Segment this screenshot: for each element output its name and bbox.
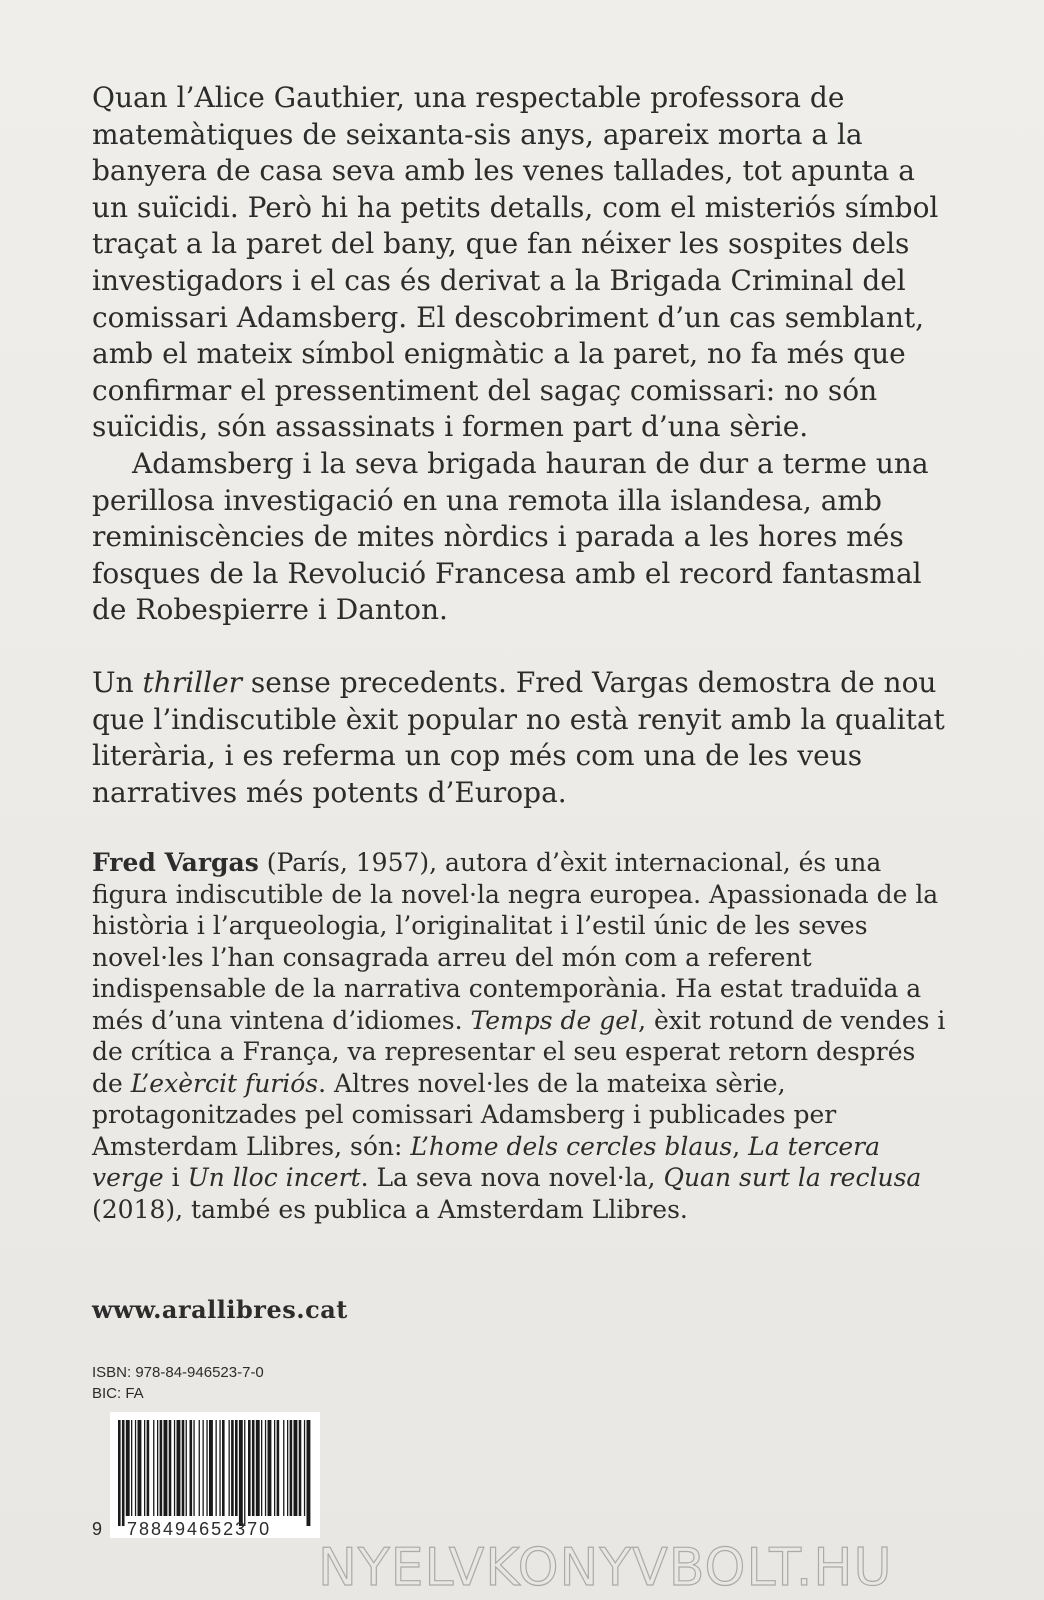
barcode-bar <box>190 1420 193 1516</box>
barcode-bar <box>118 1420 121 1526</box>
barcode-bar <box>283 1420 284 1516</box>
author-bio-text-5: i <box>163 1163 188 1193</box>
blurb-text <box>92 80 952 1225</box>
barcode-bar <box>294 1420 298 1516</box>
barcode-bar <box>229 1420 230 1516</box>
barcode-bar <box>222 1420 225 1516</box>
book-title-home-cercles-blaus: L’home dels cercles blaus <box>410 1131 733 1161</box>
isbn-block <box>92 1362 264 1404</box>
barcode-bar <box>239 1420 243 1526</box>
book-title-quan-surt-la-reclusa: Quan surt la reclusa <box>663 1163 922 1193</box>
barcode-bar <box>299 1420 302 1516</box>
barcode-bar <box>277 1420 280 1516</box>
author-bio-text-4: , <box>732 1131 749 1161</box>
barcode-bar <box>256 1420 260 1516</box>
barcode-bar <box>126 1420 130 1516</box>
tagline-paragraph <box>92 665 952 811</box>
synopsis-paragraph-1: Quan l’Alice Gauthier, una respectable professora de matemàtiques de seixanta-sis anys, apareix morta a la banyera de casa seva amb les venes tallades, tot apunta a un suïcidi. Però hi ha petits detalls, com el misteriós símbol traçat a la paret del bany, que fan néixer les sospites dels investigadors i el cas és derivat a la Brigada Criminal del comissari Adamsberg. El descobriment d’un cas semblant, amb el mateix símbol enigmàtic a la paret, no fa més que confirmar el pressentiment del sagaç comissari: no són suïcidis, són assassinats i formen part d’una sèrie. <box>92 81 939 444</box>
author-bio-text-3: . Altres novel·les de la mateixa sèrie, protagonitzades pel comissari Adamsberg i publicades per Amsterdam Llibres, són: <box>92 1068 837 1161</box>
barcode-bar <box>193 1420 194 1516</box>
author-bio-text-1: (París, 1957), autora d’èxit internacional, és una figura indiscutible de la novel·la negra europea. Apassionada de la història i l’arqueologia, l’originalitat i l’estil únic de les seves novel·les l’han consagrada arreu del món com a referent indispensable de la narrativa contemporània. Ha estat traduïda a més d’una vintena d’idiomes. <box>92 848 939 1035</box>
book-title-temps-de-gel: Temps de gel <box>470 1005 639 1035</box>
barcode-bar <box>206 1420 207 1516</box>
barcode-bar <box>265 1420 266 1516</box>
author-bio <box>92 847 952 1225</box>
barcode-bar <box>235 1420 238 1516</box>
barcode-bar <box>135 1420 136 1516</box>
barcode-first-digit: 9 <box>92 1519 103 1539</box>
tagline-rest: sense precedents. Fred Vargas demostra de nou que l’indiscutible èxit popular no està renyit amb la qualitat literària, i es referma un cop més com una de les veus narratives més potents d’Europa. <box>92 665 945 809</box>
synopsis-paragraph-2: Adamsberg i la seva brigada hauran de dur a terme una perillosa investigació en una remota illa islandesa, amb reminiscències de mites nòrdics i parada a les hores més fosques de la Revolució Francesa amb el record fantasmal de Robespierre i Danton. <box>92 446 929 627</box>
book-title-exercit-furios: L’exèrcit furiós <box>130 1068 319 1098</box>
barcode-bar <box>248 1420 251 1516</box>
barcode-bar <box>268 1420 272 1516</box>
barcode-bar <box>216 1420 217 1516</box>
barcode-bar <box>122 1420 125 1526</box>
barcode-bar <box>177 1420 181 1516</box>
author-bio-text-2: , èxit rotund de vendes i de crítica a França, va representar el seu esperat retorn després de <box>92 1005 946 1098</box>
book-title-lloc-incert: Un lloc incert <box>187 1163 361 1193</box>
barcode-bar <box>274 1420 275 1516</box>
barcode-bar <box>157 1420 158 1516</box>
barcode-bar <box>252 1420 255 1516</box>
barcode-bar <box>261 1420 262 1516</box>
barcode-bar <box>186 1420 187 1516</box>
barcode-bar <box>307 1420 311 1526</box>
author-name: Fred Vargas <box>92 848 259 878</box>
barcode-bar <box>203 1420 204 1516</box>
barcode-bar <box>199 1420 200 1516</box>
publisher-website: www.arallibres.cat <box>92 1295 348 1324</box>
author-bio-text-7: (2018), també es publica a Amsterdam Llibres. <box>92 1194 688 1224</box>
barcode-bar <box>244 1420 245 1526</box>
barcode-bar <box>219 1420 220 1516</box>
barcode-bar <box>174 1420 175 1516</box>
author-bio-text-6: . La seva nova novel·la, <box>360 1163 664 1193</box>
barcode-bar <box>147 1420 150 1516</box>
barcode-bar <box>144 1420 145 1516</box>
barcode-bar <box>290 1420 293 1516</box>
tagline-italic: thriller <box>142 665 243 699</box>
barcode-bar <box>169 1420 172 1516</box>
barcode-bar <box>287 1420 288 1516</box>
barcode-bar <box>160 1420 163 1516</box>
book-title-tercera-verge: La tercera verge <box>92 1131 881 1193</box>
barcode-bar <box>153 1420 154 1516</box>
watermark-text: NYELVKONYVBOLT.HU <box>318 1538 893 1598</box>
isbn-number: ISBN: 978-84-946523-7-0 <box>92 1364 264 1381</box>
barcode-bar <box>231 1420 234 1516</box>
bic-code: BIC: FA <box>92 1385 144 1402</box>
barcode-bar <box>209 1420 213 1516</box>
barcode-bars <box>116 1420 314 1528</box>
barcode-bar <box>182 1420 185 1516</box>
barcode-bar <box>138 1420 142 1516</box>
barcode-bar <box>164 1420 168 1516</box>
barcode-digits: 788494652370 <box>127 1519 272 1539</box>
barcode-bar <box>304 1420 305 1516</box>
barcode-bar <box>131 1420 132 1516</box>
tagline-start: Un <box>92 665 143 699</box>
